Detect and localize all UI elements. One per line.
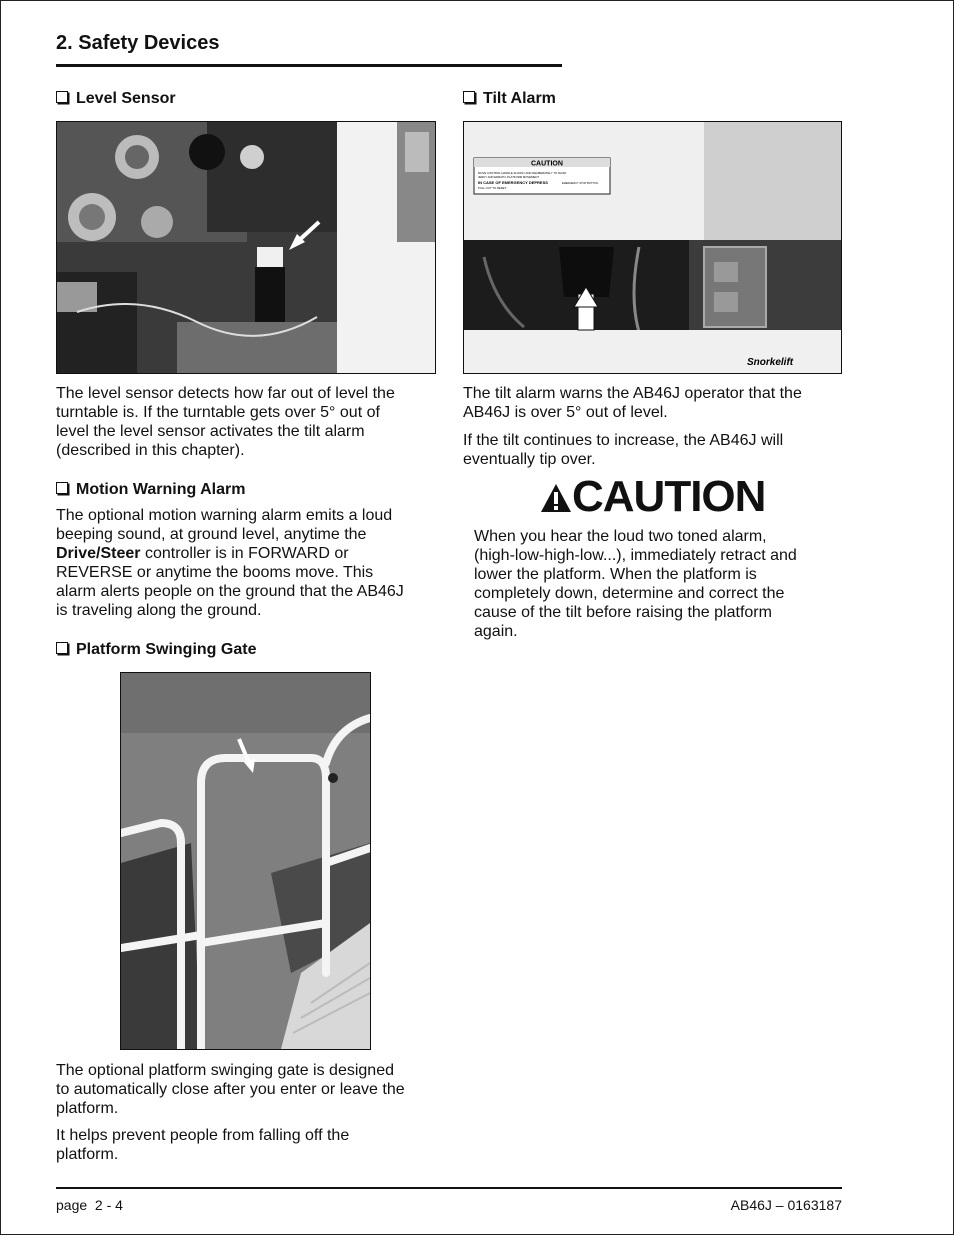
text-line: If the tilt continues to increase, the AB46J will: [463, 432, 784, 449]
drive-steer-label: Drive/Steer: [56, 545, 141, 562]
title-rule: [56, 64, 562, 67]
text-line: It helps prevent people from falling off the: [56, 1127, 350, 1144]
decal-line: IN CASE OF EMERGENCY DEPRESS: [478, 180, 548, 185]
level-sensor-text: [56, 384, 436, 460]
level-sensor-photo: [56, 121, 436, 374]
text-line: (high-low-high-low...), immediately retract and: [474, 547, 797, 564]
tilt-alarm-text-2: [463, 431, 843, 469]
checkbox-bullet-icon: [56, 91, 68, 103]
caution-word: CAUTION: [572, 472, 766, 521]
decal-line: PULL OUT TO RESET: [478, 186, 507, 190]
level-sensor-heading: Level Sensor: [56, 90, 176, 108]
text-line: platform.: [56, 1146, 119, 1163]
decal-line: MOVE CONTROL HANDLE SLOWLY AND DELIBERATELY TO AVOID: [478, 171, 567, 175]
text-line: to automatically close after you enter or leave the: [56, 1081, 405, 1098]
page-number: page 2 - 4: [56, 1197, 123, 1213]
swinging-gate-photo: [120, 672, 371, 1050]
tilt-alarm-heading: Tilt Alarm: [463, 90, 556, 108]
text-line: platform.: [56, 1100, 119, 1117]
text-line: level the level sensor activates the tilt alarm: [56, 423, 365, 440]
text-line: beeping sound, at ground level, anytime the: [56, 526, 367, 543]
section-title: 2. Safety Devices: [56, 32, 220, 54]
text-line: The level sensor detects how far out of level the: [56, 385, 395, 402]
text-line: The tilt alarm warns the AB46J operator that the: [463, 385, 802, 402]
motion-alarm-text: [56, 506, 436, 620]
caution-text: [474, 527, 844, 641]
text-line: again.: [474, 623, 518, 640]
snorkelift-brand: Snorkelift: [747, 357, 794, 368]
decal-line: JERKY AND ERRATIC PLATFORM MOVEMENT: [478, 175, 540, 179]
gate-heading: Platform Swinging Gate: [56, 641, 256, 659]
tilt-alarm-photo: [463, 121, 842, 374]
text-line: lower the platform. When the platform is: [474, 566, 757, 583]
text-line: (described in this chapter).: [56, 442, 245, 459]
text-line: is traveling along the ground.: [56, 602, 262, 619]
text-line: AB46J is over 5° out of level.: [463, 404, 668, 421]
gate-text-2: [56, 1126, 436, 1164]
text-line: eventually tip over.: [463, 451, 596, 468]
text-line: The optional motion warning alarm emits a loud: [56, 507, 393, 524]
text-line: alarm alerts people on the ground that the AB46J: [56, 583, 404, 600]
text-line: REVERSE or anytime the booms move. This: [56, 564, 374, 581]
text-line: Drive/Steer controller is in FORWARD or: [56, 545, 349, 562]
text-line: turntable is. If the turntable gets over 5° out of: [56, 404, 380, 421]
text-line: completely down, determine and correct the: [474, 585, 785, 602]
motion-alarm-heading: Motion Warning Alarm: [56, 481, 245, 499]
document-id: AB46J – 0163187: [730, 1197, 842, 1213]
text-line: cause of the tilt before raising the platform: [474, 604, 772, 621]
tilt-alarm-text-1: [463, 384, 843, 422]
text-line: The optional platform swinging gate is designed: [56, 1062, 394, 1079]
checkbox-bullet-icon: [463, 91, 475, 103]
decal-title: CAUTION: [531, 160, 563, 168]
checkbox-bullet-icon: [56, 482, 68, 494]
checkbox-bullet-icon: [56, 642, 68, 654]
decal-line: EMERGENCY STOP BUTTON.: [562, 182, 599, 185]
warning-triangle-icon: [540, 483, 572, 513]
footer-rule: [56, 1187, 842, 1189]
text-line: When you hear the loud two toned alarm,: [474, 528, 767, 545]
caution-heading: [540, 472, 765, 522]
gate-text-1: [56, 1061, 436, 1118]
